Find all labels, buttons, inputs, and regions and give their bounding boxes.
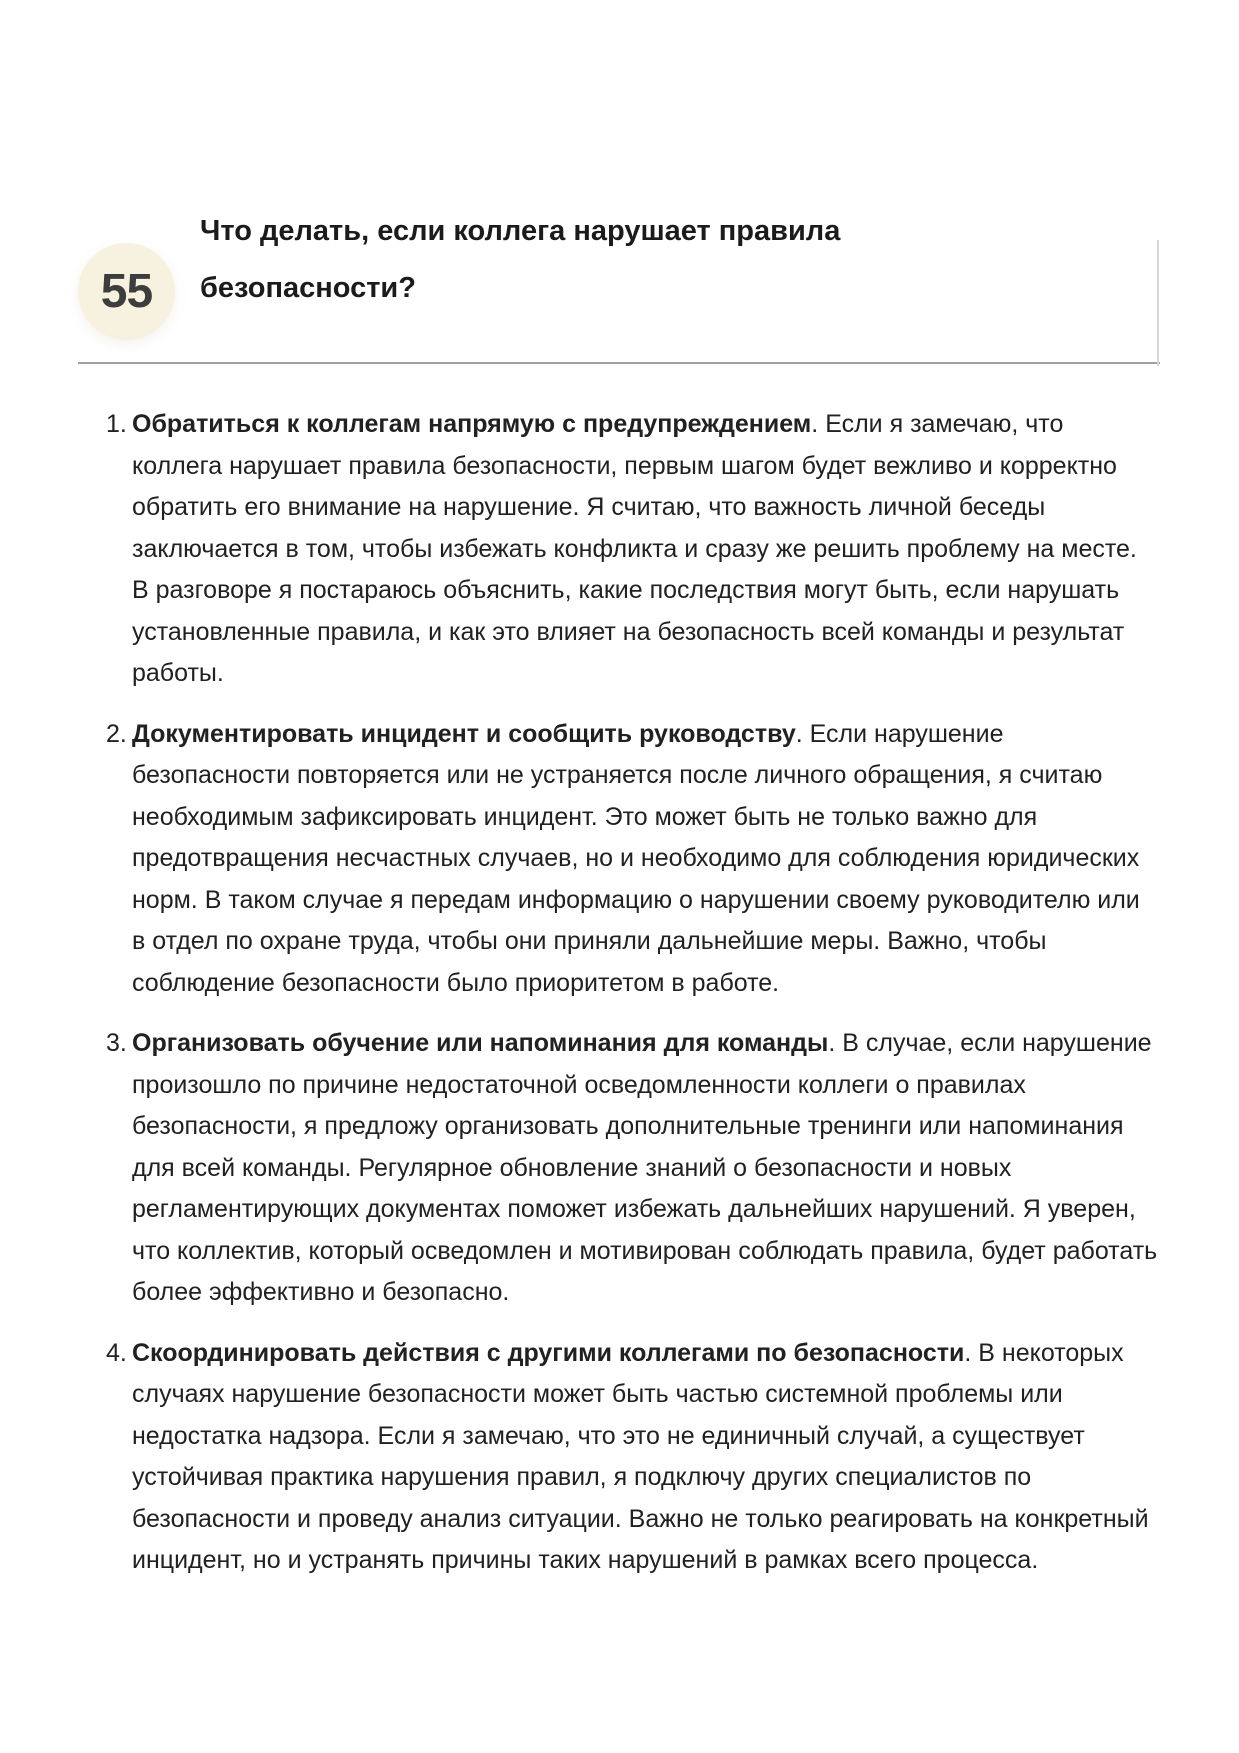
item-text [132,1023,1159,1314]
question-header [78,0,1160,340]
item-text [132,714,1159,1005]
item-number: 4. [106,1338,127,1367]
item-number: 1. [106,410,127,438]
item-body: . Если я замечаю, что коллега нарушает правила безопасности, первым шагом будет вежливо и корректно обратить его внимание на нарушение. Я считаю, что важность личной беседы заключается в том, чтобы избежать конфликта и сразу же решить проблему на месте. В разговоре я постараюсь объяснить, какие последствия могут быть, если нарушать установленные правила, и как это влияет на безопасность всей команды и результат работы. [132,410,1137,687]
item-body: . Если нарушение безопасности повторяется или не устраняется после личного обращения, я считаю необходимым зафиксировать инцидент. Это может быть не только важно для предотвращения несчастных случаев, но и необходимо для соблюдения юридических норм. В таком случае я передам информацию о нарушении своему руководителю или в отдел по охране труда, чтобы они приняли дальнейшие меры. Важно, чтобы соблюдение безопасности было приоритетом в работе. [132,719,1140,997]
list-item [78,404,1160,695]
item-lead: Обратиться к коллегам напрямую с предупреждением [132,410,812,438]
header-divider [78,362,1160,364]
right-edge-line [1157,240,1159,366]
answer-list [78,404,1160,1582]
item-text [132,1333,1159,1582]
item-number: 3. [106,1029,127,1057]
item-body: . В случае, если нарушение произошло по причине недостаточной осведомленности коллеги о правилах безопасности, я предложу организовать дополнительные тренинги или напоминания для всей команды. Регулярное обновление знаний о безопасности и новых регламентирующих документах поможет избежать дальнейших нарушений. Я уверен, что коллектив, который осведомлен и мотивирован соблюдать правила, будет работать более эффективно и безопасно. [132,1029,1158,1306]
question-title: Что делать, если коллега нарушает правила безопасности? [200,215,841,304]
question-number-badge [78,243,175,340]
list-item [78,714,1160,1005]
item-number: 2. [106,719,127,748]
item-lead: Документировать инцидент и сообщить руководству [132,719,796,748]
question-number: 55 [100,265,153,318]
item-lead: Организовать обучение или напоминания для команды [132,1029,829,1057]
item-lead: Скоординировать действия с другими коллегами по безопасности [132,1338,965,1367]
item-body: . В некоторых случаях нарушение безопасности может быть частью системной проблемы или недостатка надзора. Если я замечаю, что это не единичный случай, а существует устойчивая практика нарушения правил, я подключу других специалистов по безопасности и проведу анализ ситуации. Важно не только реагировать на конкретный инцидент, но и устранять причины таких нарушений в рамках всего процесса. [132,1338,1149,1574]
list-item [78,1023,1160,1314]
item-text [132,404,1159,695]
list-item [78,1333,1160,1582]
